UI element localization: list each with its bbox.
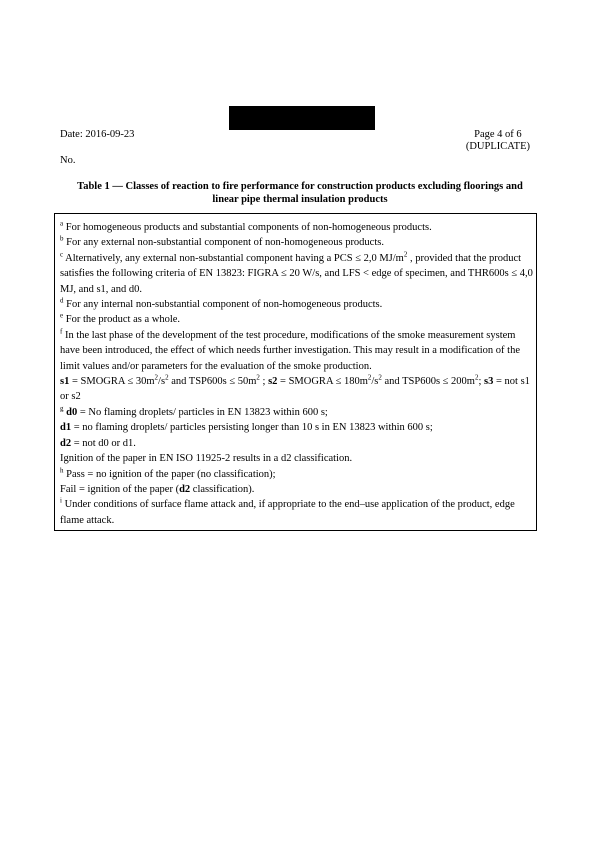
footnote-h-fail: Fail = ignition of the paper (d2 classification).	[60, 483, 255, 495]
document-number-label: No.	[60, 155, 76, 166]
footnote-i: $^i$ Under conditions of surface flame attack and, if appropriate to the end–use application of the product, edge flame attack.	[60, 496, 515, 526]
footnote-f: $^f$ In the last phase of the development of the test procedure, modifications of the smoke measurement system have been introduced, the effect of which needs further investigation. This may result in a modification of the limit values and/or parameters for the evaluation of the smoke production.	[60, 327, 521, 372]
page-number-block	[466, 129, 530, 153]
table-title	[55, 180, 545, 206]
document-date: Date: 2016-09-23	[60, 129, 135, 140]
footnote-b: $^b$ For any external non-substantial component of non-homogeneous products.	[60, 234, 384, 249]
table-title-line-2: linear pipe thermal insulation products	[212, 194, 388, 205]
footnote-g-d2: d2 = not d0 or d1.	[60, 437, 136, 449]
redaction-bar	[229, 106, 375, 130]
page-number: Page 4 of 6	[474, 129, 522, 140]
footnote-g-d1: d1 = no flaming droplets/ particles persisting longer than 10 s in EN 13823 within 600 s;	[60, 422, 433, 434]
footnote-e: $^e$ For the product as a whole.	[60, 311, 181, 326]
footnotes-box	[54, 213, 537, 531]
smoke-classes: s1 = SMOGRA ≤ $30m^2/s^2$ and $TSP600s \le 50m^2$ ; s2 = SMOGRA ≤ $180m^2/s^2$ and $TSP600s \le 200m^2$; s3 = not s1 or s2	[60, 373, 530, 403]
table-title-line-1: Table 1 — Classes of reaction to fire performance for construction products excluding floorings and	[77, 181, 523, 192]
footnote-g-d0: $^g$ d0 = No flaming droplets/ particles in EN 13823 within 600 s;	[60, 404, 328, 418]
footnote-d: $^d$ For any internal non-substantial component of non-homogeneous products.	[60, 296, 383, 311]
duplicate-label: (DUPLICATE)	[465, 141, 530, 152]
footnote-h-pass: $^h$ Pass = no ignition of the paper (no classification);	[60, 466, 276, 480]
footnote-c: $^c$ Alternatively, any external non-substantial component having a PCS ≤ 2,0 $MJ/m^2$ , provided that the product satisfies the following criteria of EN 13823: FIGRA ≤ 20 W/s, and LFS < edge of specimen, and THR600s ≤ 4,0 MJ, and s1, and d0.	[60, 250, 533, 295]
footnote-a: $^a$ For homogeneous products and substantial components of non-homogeneous products.	[60, 219, 432, 233]
footnote-g-ignition: Ignition of the paper in EN ISO 11925-2 results in a d2 classification.	[60, 453, 353, 465]
